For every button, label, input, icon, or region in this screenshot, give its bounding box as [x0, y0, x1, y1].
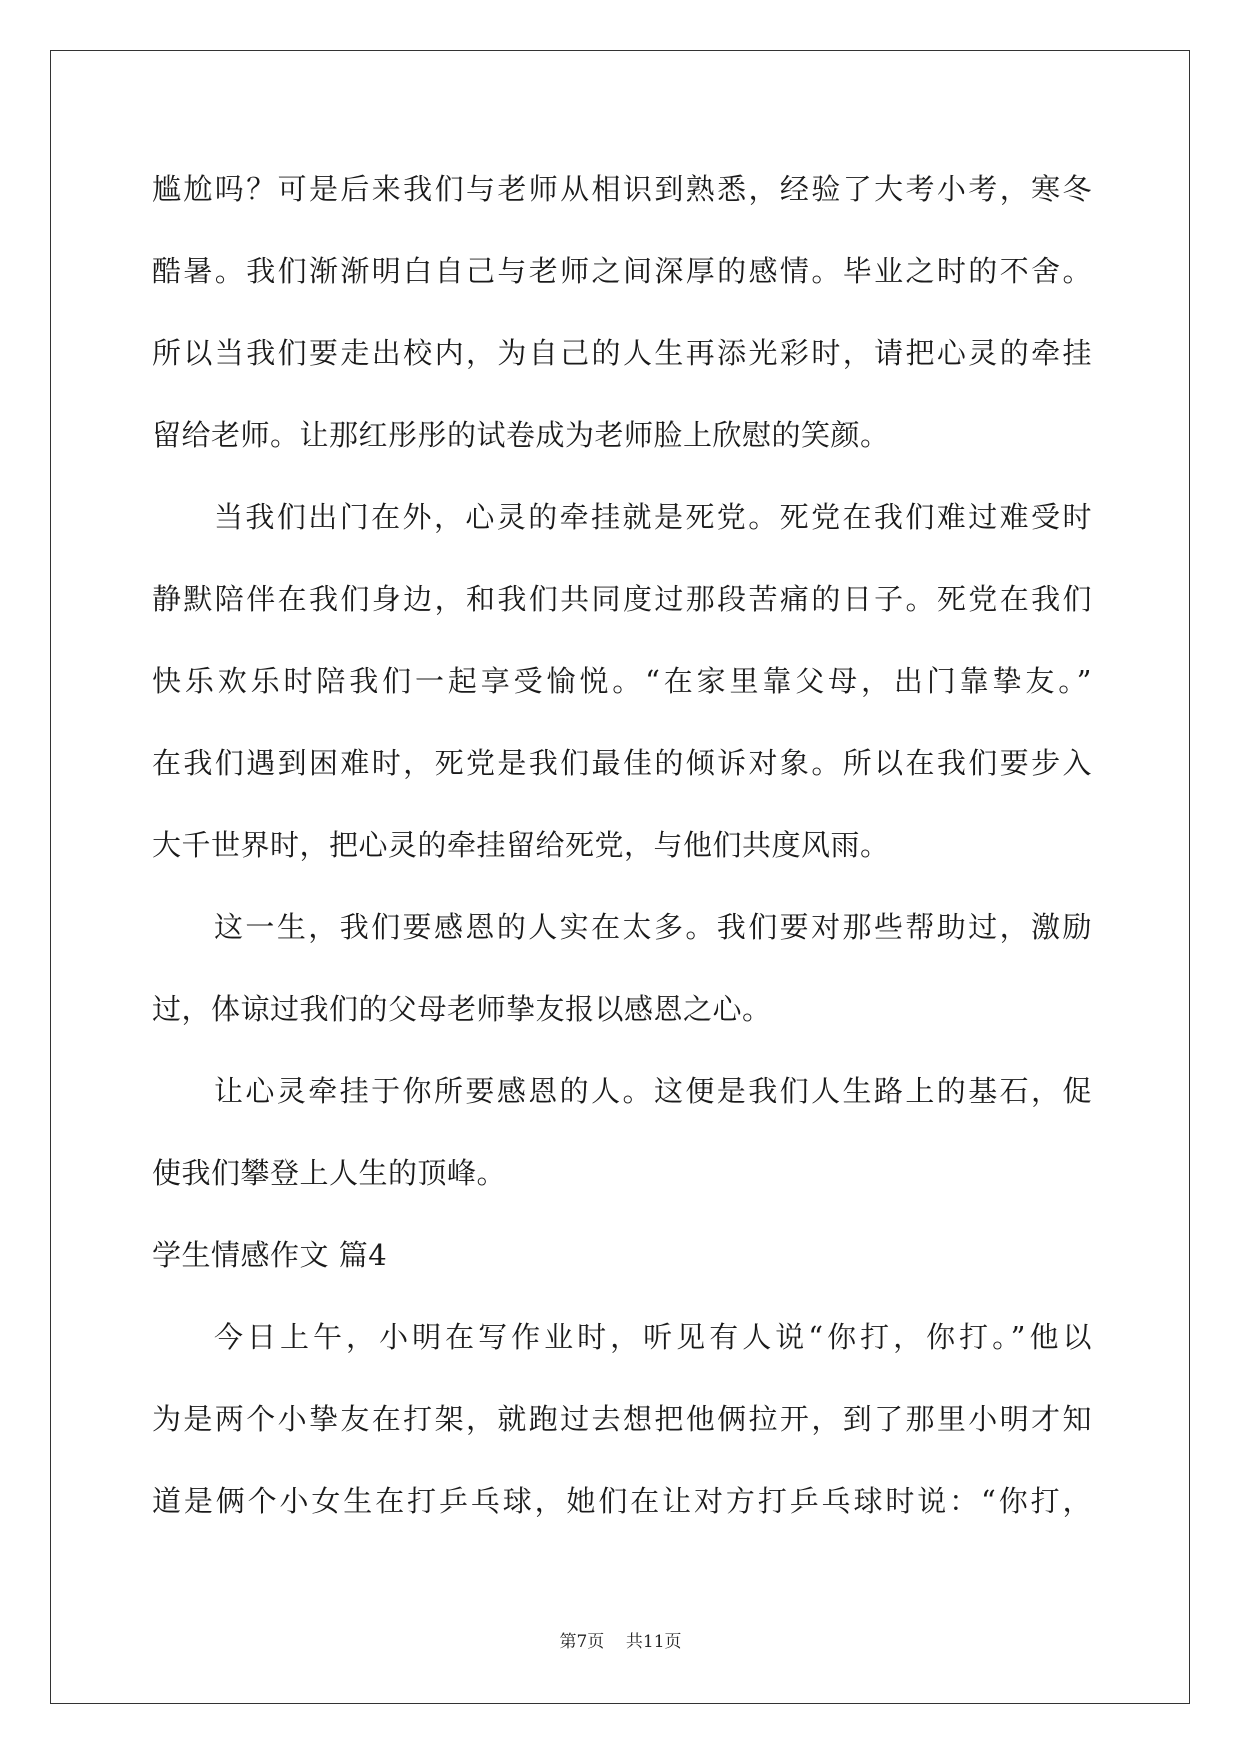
paragraph-line: 酷暑。我们渐渐明白自己与老师之间深厚的感情。毕业之时的不舍。 — [152, 254, 1092, 288]
page-number-total: 共11页 — [625, 1632, 682, 1652]
paragraph-line: 过，体谅过我们的父母老师挚友报以感恩之心。 — [152, 992, 772, 1026]
paragraph-line: 大千世界时，把心灵的牵挂留给死党，与他们共度风雨。 — [152, 828, 890, 862]
paragraph-line: 这一生，我们要感恩的人实在太多。我们要对那些帮助过，激励 — [214, 910, 1092, 944]
paragraph-4 — [152, 1050, 1092, 1214]
paragraph-2 — [152, 476, 1092, 886]
paragraph-line: 在我们遇到困难时，死党是我们最佳的倾诉对象。所以在我们要步入 — [152, 746, 1092, 780]
paragraph-5 — [152, 1296, 1092, 1542]
paragraph-line: 当我们出门在外，心灵的牵挂就是死党。死党在我们难过难受时 — [214, 500, 1092, 534]
paragraph-3 — [152, 886, 1092, 1050]
paragraph-line: 留给老师。让那红彤彤的试卷成为老师脸上欣慰的笑颜。 — [152, 418, 890, 452]
paragraph-line: 让心灵牵挂于你所要感恩的人。这便是我们人生路上的基石，促 — [214, 1074, 1092, 1108]
paragraph-line: 为是两个小挚友在打架，就跑过去想把他俩拉开，到了那里小明才知 — [152, 1402, 1092, 1436]
paragraph-line: 尴尬吗？可是后来我们与老师从相识到熟悉，经验了大考小考，寒冬 — [152, 172, 1092, 206]
paragraph-1 — [152, 148, 1092, 476]
paragraph-line: 快乐欢乐时陪我们一起享受愉悦。“在家里靠父母，出门靠挚友。” — [152, 664, 1092, 698]
page-footer — [0, 1627, 1241, 1652]
paragraph-line: 道是俩个小女生在打乒乓球，她们在让对方打乒乓球时说：“你打， — [152, 1484, 1092, 1518]
paragraph-line: 使我们攀登上人生的顶峰。 — [152, 1156, 507, 1190]
section-heading: 学生情感作文 篇4 — [152, 1238, 388, 1272]
paragraph-line: 静默陪伴在我们身边，和我们共同度过那段苦痛的日子。死党在我们 — [152, 582, 1092, 616]
page-number-current: 第7页 — [559, 1632, 605, 1652]
paragraph-line: 所以当我们要走出校内，为自己的人生再添光彩时，请把心灵的牵挂 — [152, 336, 1092, 370]
paragraph-line: 今日上午，小明在写作业时，听见有人说“你打，你打。”他以 — [214, 1320, 1092, 1354]
document-body — [152, 148, 1092, 1542]
